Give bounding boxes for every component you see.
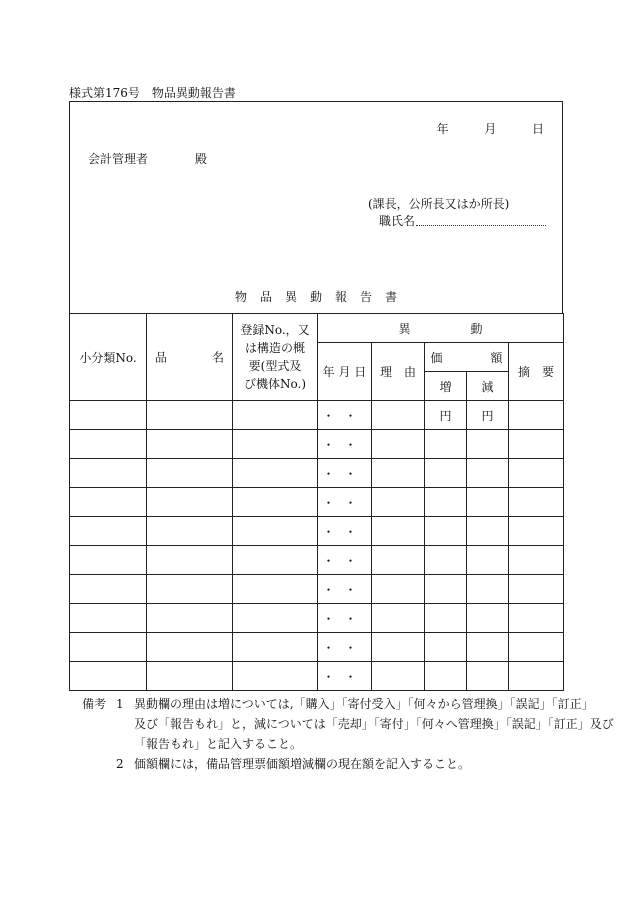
note-2-text: 価額欄には，備品管理票価額増減欄の現在額を記入すること。 <box>134 757 471 771</box>
cell-item-name[interactable] <box>147 430 233 459</box>
table-row <box>70 633 564 662</box>
cell-registration[interactable] <box>233 488 318 517</box>
signature-line <box>416 225 546 226</box>
table-row <box>70 575 564 604</box>
cell-summary[interactable] <box>509 546 564 575</box>
cell-decrease[interactable] <box>467 430 509 459</box>
cell-subclass[interactable] <box>70 401 147 430</box>
cell-item-name[interactable] <box>147 662 233 691</box>
cell-subclass[interactable] <box>70 459 147 488</box>
cell-registration[interactable] <box>233 430 318 459</box>
cell-registration[interactable] <box>233 401 318 430</box>
cell-increase[interactable] <box>425 546 467 575</box>
cell-summary[interactable] <box>509 662 564 691</box>
cell-date[interactable]: ・・ <box>318 546 372 575</box>
cell-decrease[interactable] <box>467 459 509 488</box>
note-2-number: 2 <box>116 757 124 771</box>
cell-registration[interactable] <box>233 546 318 575</box>
table-row <box>70 546 564 575</box>
note-1-line-2: 及び「報告もれ」と，減については「売却」「寄付」「何々へ管理換」「誤記」「訂正」及び <box>134 717 614 731</box>
cell-decrease[interactable] <box>467 662 509 691</box>
cell-summary[interactable] <box>509 575 564 604</box>
honorific: 殿 <box>195 152 208 166</box>
cell-registration[interactable] <box>233 575 318 604</box>
document-title: 物品異動報告書 <box>234 290 410 304</box>
header-subclass: 小分類No. <box>70 314 147 401</box>
cell-reason[interactable] <box>372 459 425 488</box>
cell-decrease[interactable] <box>467 517 509 546</box>
cell-date[interactable]: ・・ <box>318 517 372 546</box>
cell-reason[interactable] <box>372 575 425 604</box>
cell-decrease[interactable] <box>467 575 509 604</box>
header-registration <box>233 314 318 401</box>
cell-subclass[interactable] <box>70 575 147 604</box>
table-row <box>70 488 564 517</box>
table-body <box>70 401 564 691</box>
report-header-frame <box>69 101 563 313</box>
table-row <box>70 604 564 633</box>
notes-label: 備考 <box>82 697 107 711</box>
header-item-left: 品 <box>155 350 168 365</box>
cell-increase[interactable] <box>425 488 467 517</box>
header-increase: 増 <box>425 372 467 401</box>
cell-increase[interactable] <box>425 517 467 546</box>
cell-increase[interactable] <box>425 633 467 662</box>
cell-decrease[interactable]: 円 <box>467 401 509 430</box>
cell-date[interactable]: ・・ <box>318 575 372 604</box>
cell-reason[interactable] <box>372 488 425 517</box>
date-year-label: 年 <box>436 122 449 136</box>
cell-subclass[interactable] <box>70 430 147 459</box>
cell-decrease[interactable] <box>467 604 509 633</box>
date-line <box>437 120 544 137</box>
header-movement-group: 異 動 <box>318 314 564 343</box>
cell-summary[interactable] <box>509 517 564 546</box>
addressee: 会計管理者 <box>88 152 149 166</box>
cell-reason[interactable] <box>372 633 425 662</box>
cell-increase[interactable] <box>425 459 467 488</box>
cell-summary[interactable] <box>509 488 564 517</box>
cell-summary[interactable] <box>509 633 564 662</box>
cell-reason[interactable] <box>372 401 425 430</box>
date-month-label: 月 <box>484 122 497 136</box>
note-1-line-1: 異動欄の理由は増については,「購入」「寄付受入」「何々から管理換」「誤記」「訂正」 <box>134 697 594 711</box>
header-reg-line1: 登録No.，又 <box>240 323 310 337</box>
form-number: 様式第176号 物品異動報告書 <box>69 86 236 100</box>
cell-reason[interactable] <box>372 517 425 546</box>
cell-decrease[interactable] <box>467 546 509 575</box>
cell-subclass[interactable] <box>70 633 147 662</box>
cell-registration[interactable] <box>233 604 318 633</box>
date-day-label: 日 <box>531 122 544 136</box>
cell-decrease[interactable] <box>467 488 509 517</box>
cell-reason[interactable] <box>372 604 425 633</box>
notes <box>82 694 614 774</box>
cell-date[interactable]: ・・ <box>318 401 372 430</box>
cell-subclass[interactable] <box>70 517 147 546</box>
table-row <box>70 401 564 430</box>
header-reason: 理 由 <box>372 343 425 401</box>
header-reg-line2: は構造の概 <box>244 341 305 355</box>
note-1-number: 1 <box>116 697 124 711</box>
cell-registration[interactable] <box>233 517 318 546</box>
cell-date[interactable]: ・・ <box>318 488 372 517</box>
cell-date[interactable]: ・・ <box>318 430 372 459</box>
header-decrease: 減 <box>467 372 509 401</box>
cell-subclass[interactable] <box>70 488 147 517</box>
cell-subclass[interactable] <box>70 662 147 691</box>
header-item-right: 名 <box>211 350 224 365</box>
table-row <box>70 662 564 691</box>
cell-item-name[interactable] <box>147 633 233 662</box>
cell-item-name[interactable] <box>147 488 233 517</box>
cell-item-name[interactable] <box>147 459 233 488</box>
cell-date[interactable]: ・・ <box>318 604 372 633</box>
cell-reason[interactable] <box>372 546 425 575</box>
header-item-name <box>147 314 233 401</box>
header-summary: 摘 要 <box>509 343 564 401</box>
cell-item-name[interactable] <box>147 517 233 546</box>
cell-subclass[interactable] <box>70 546 147 575</box>
cell-item-name[interactable] <box>147 575 233 604</box>
cell-summary[interactable] <box>509 401 564 430</box>
cell-date[interactable]: ・・ <box>318 633 372 662</box>
cell-decrease[interactable] <box>467 633 509 662</box>
cell-registration[interactable] <box>233 459 318 488</box>
table-row <box>70 517 564 546</box>
header-reg-line3: 要(型式及 <box>248 359 302 373</box>
cell-date[interactable]: ・・ <box>318 459 372 488</box>
signer-label: 職氏名 <box>379 214 416 228</box>
cell-subclass[interactable] <box>70 604 147 633</box>
cell-increase[interactable] <box>425 430 467 459</box>
header-date: 年 月 日 <box>318 343 372 401</box>
movement-table <box>69 313 564 691</box>
cell-reason[interactable] <box>372 430 425 459</box>
cell-summary[interactable] <box>509 459 564 488</box>
cell-reason[interactable] <box>372 662 425 691</box>
cell-summary[interactable] <box>509 430 564 459</box>
cell-registration[interactable] <box>233 662 318 691</box>
cell-item-name[interactable] <box>147 604 233 633</box>
cell-item-name[interactable] <box>147 546 233 575</box>
cell-increase[interactable] <box>425 604 467 633</box>
cell-increase[interactable] <box>425 662 467 691</box>
cell-summary[interactable] <box>509 604 564 633</box>
cell-item-name[interactable] <box>147 401 233 430</box>
note-1-line-3: 「報告もれ」と記入すること。 <box>134 737 303 751</box>
cell-registration[interactable] <box>233 633 318 662</box>
cell-increase[interactable]: 円 <box>425 401 467 430</box>
cell-date[interactable]: ・・ <box>318 662 372 691</box>
title-note: (課長，公所長又はか所長) <box>368 197 510 211</box>
table-row <box>70 459 564 488</box>
header-reg-line4: び機体No.) <box>243 377 306 391</box>
table-row <box>70 430 564 459</box>
cell-increase[interactable] <box>425 575 467 604</box>
header-price-group: 価 額 <box>425 343 509 372</box>
